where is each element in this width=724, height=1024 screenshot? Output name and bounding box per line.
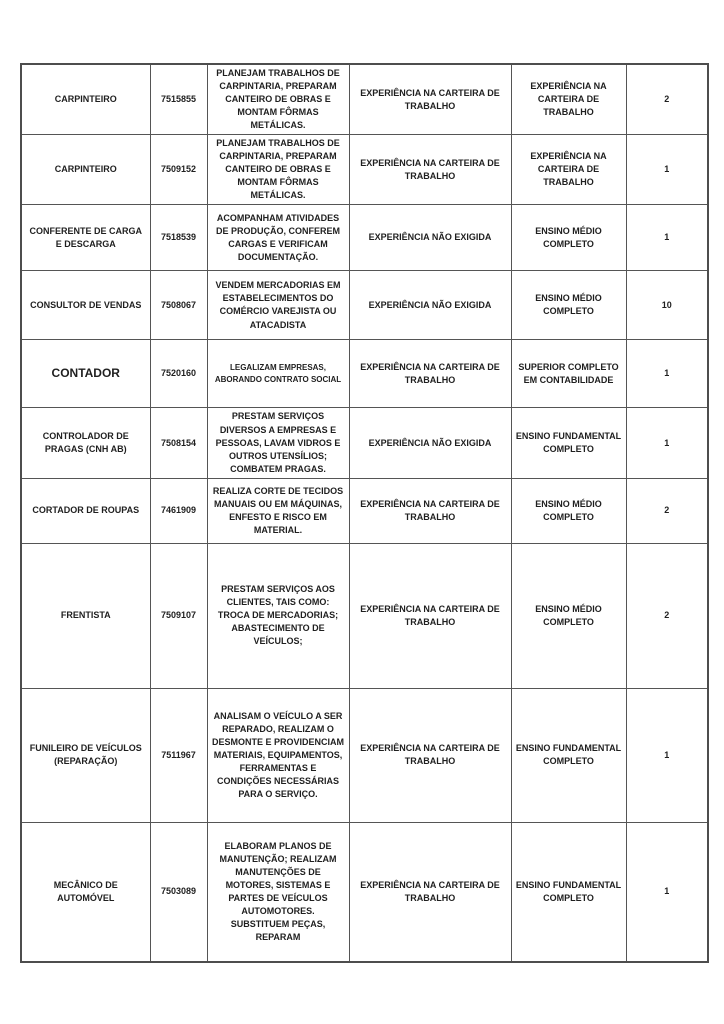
experience-cell: EXPERIÊNCIA NÃO EXIGIDA bbox=[349, 408, 511, 478]
table-row bbox=[21, 271, 708, 340]
experience-cell: EXPERIÊNCIA NA CARTEIRA DE TRABALHO bbox=[349, 135, 511, 205]
occupation-cell: CONTROLADOR DE PRAGAS (CNH AB) bbox=[21, 408, 150, 478]
table-row bbox=[21, 543, 708, 688]
education-cell: ENSINO FUNDAMENTAL COMPLETO bbox=[511, 822, 626, 962]
quantity-cell: 2 bbox=[626, 543, 708, 688]
quantity-cell: 1 bbox=[626, 408, 708, 478]
code-cell: 7511967 bbox=[150, 688, 207, 822]
code-cell: 7520160 bbox=[150, 340, 207, 408]
occupation-cell: CONSULTOR DE VENDAS bbox=[21, 271, 150, 340]
description-cell: PRESTAM SERVIÇOS AOS CLIENTES, TAIS COMO: TROCA DE MERCADORIAS; ABASTECIMENTO DE VEÍCULOS; bbox=[207, 543, 349, 688]
quantity-cell: 1 bbox=[626, 688, 708, 822]
experience-cell: EXPERIÊNCIA NÃO EXIGIDA bbox=[349, 271, 511, 340]
experience-cell: EXPERIÊNCIA NA CARTEIRA DE TRABALHO bbox=[349, 543, 511, 688]
job-vacancies-table-body bbox=[21, 64, 708, 962]
description-cell: ELABORAM PLANOS DE MANUTENÇÃO; REALIZAM MANUTENÇÕES DE MOTORES, SISTEMAS E PARTES DE VEÍCULOS AUTOMOTORES. SUBSTITUEM PEÇAS, REPARAM bbox=[207, 822, 349, 962]
description-cell: PRESTAM SERVIÇOS DIVERSOS A EMPRESAS E PESSOAS, LAVAM VIDROS E OUTROS UTENSÍLIOS; COMBATEM PRAGAS. bbox=[207, 408, 349, 478]
occupation-cell: CORTADOR DE ROUPAS bbox=[21, 478, 150, 543]
education-cell: EXPERIÊNCIA NA CARTEIRA DE TRABALHO bbox=[511, 64, 626, 135]
occupation-cell: FUNILEIRO DE VEÍCULOS (REPARAÇÃO) bbox=[21, 688, 150, 822]
code-cell: 7515855 bbox=[150, 64, 207, 135]
table-row bbox=[21, 64, 708, 135]
job-vacancies-table bbox=[20, 63, 709, 963]
occupation-cell: CARPINTEIRO bbox=[21, 135, 150, 205]
quantity-cell: 1 bbox=[626, 340, 708, 408]
education-cell: SUPERIOR COMPLETO EM CONTABILIDADE bbox=[511, 340, 626, 408]
education-cell: ENSINO MÉDIO COMPLETO bbox=[511, 205, 626, 271]
education-cell: ENSINO MÉDIO COMPLETO bbox=[511, 478, 626, 543]
description-cell: PLANEJAM TRABALHOS DE CARPINTARIA, PREPARAM CANTEIRO DE OBRAS E MONTAM FÔRMAS METÁLICAS. bbox=[207, 135, 349, 205]
description-cell: PLANEJAM TRABALHOS DE CARPINTARIA, PREPARAM CANTEIRO DE OBRAS E MONTAM FÔRMAS METÁLICAS. bbox=[207, 64, 349, 135]
experience-cell: EXPERIÊNCIA NA CARTEIRA DE TRABALHO bbox=[349, 340, 511, 408]
occupation-cell: FRENTISTA bbox=[21, 543, 150, 688]
description-cell: ANALISAM O VEÍCULO A SER REPARADO, REALIZAM O DESMONTE E PROVIDENCIAM MATERIAIS, EQUIPAMENTOS, FERRAMENTAS E CONDIÇÕES NECESSÁRIAS PARA O SERVIÇO. bbox=[207, 688, 349, 822]
description-cell: REALIZA CORTE DE TECIDOS MANUAIS OU EM MÁQUINAS, ENFESTO E RISCO EM MATERIAL. bbox=[207, 478, 349, 543]
table-row bbox=[21, 340, 708, 408]
occupation-cell: CONTADOR bbox=[21, 340, 150, 408]
education-cell: ENSINO MÉDIO COMPLETO bbox=[511, 271, 626, 340]
experience-cell: EXPERIÊNCIA NA CARTEIRA DE TRABALHO bbox=[349, 822, 511, 962]
description-cell: LEGALIZAM EMPRESAS, ABORANDO CONTRATO SOCIAL bbox=[207, 340, 349, 408]
code-cell: 7508154 bbox=[150, 408, 207, 478]
occupation-cell: MECÂNICO DE AUTOMÓVEL bbox=[21, 822, 150, 962]
code-cell: 7518539 bbox=[150, 205, 207, 271]
code-cell: 7508067 bbox=[150, 271, 207, 340]
table-row bbox=[21, 408, 708, 478]
code-cell: 7509107 bbox=[150, 543, 207, 688]
education-cell: ENSINO FUNDAMENTAL COMPLETO bbox=[511, 688, 626, 822]
table-row bbox=[21, 688, 708, 822]
quantity-cell: 1 bbox=[626, 135, 708, 205]
occupation-cell: CARPINTEIRO bbox=[21, 64, 150, 135]
quantity-cell: 2 bbox=[626, 478, 708, 543]
code-cell: 7503089 bbox=[150, 822, 207, 962]
education-cell: ENSINO FUNDAMENTAL COMPLETO bbox=[511, 408, 626, 478]
experience-cell: EXPERIÊNCIA NA CARTEIRA DE TRABALHO bbox=[349, 478, 511, 543]
quantity-cell: 10 bbox=[626, 271, 708, 340]
description-cell: ACOMPANHAM ATIVIDADES DE PRODUÇÃO, CONFEREM CARGAS E VERIFICAM DOCUMENTAÇÃO. bbox=[207, 205, 349, 271]
quantity-cell: 1 bbox=[626, 205, 708, 271]
occupation-cell: CONFERENTE DE CARGA E DESCARGA bbox=[21, 205, 150, 271]
code-cell: 7509152 bbox=[150, 135, 207, 205]
quantity-cell: 1 bbox=[626, 822, 708, 962]
description-cell: VENDEM MERCADORIAS EM ESTABELECIMENTOS DO COMÉRCIO VAREJISTA OU ATACADISTA bbox=[207, 271, 349, 340]
quantity-cell: 2 bbox=[626, 64, 708, 135]
code-cell: 7461909 bbox=[150, 478, 207, 543]
experience-cell: EXPERIÊNCIA NA CARTEIRA DE TRABALHO bbox=[349, 64, 511, 135]
table-row bbox=[21, 205, 708, 271]
table-row bbox=[21, 822, 708, 962]
experience-cell: EXPERIÊNCIA NA CARTEIRA DE TRABALHO bbox=[349, 688, 511, 822]
education-cell: ENSINO MÉDIO COMPLETO bbox=[511, 543, 626, 688]
table-row bbox=[21, 478, 708, 543]
table-row bbox=[21, 135, 708, 205]
education-cell: EXPERIÊNCIA NA CARTEIRA DE TRABALHO bbox=[511, 135, 626, 205]
experience-cell: EXPERIÊNCIA NÃO EXIGIDA bbox=[349, 205, 511, 271]
